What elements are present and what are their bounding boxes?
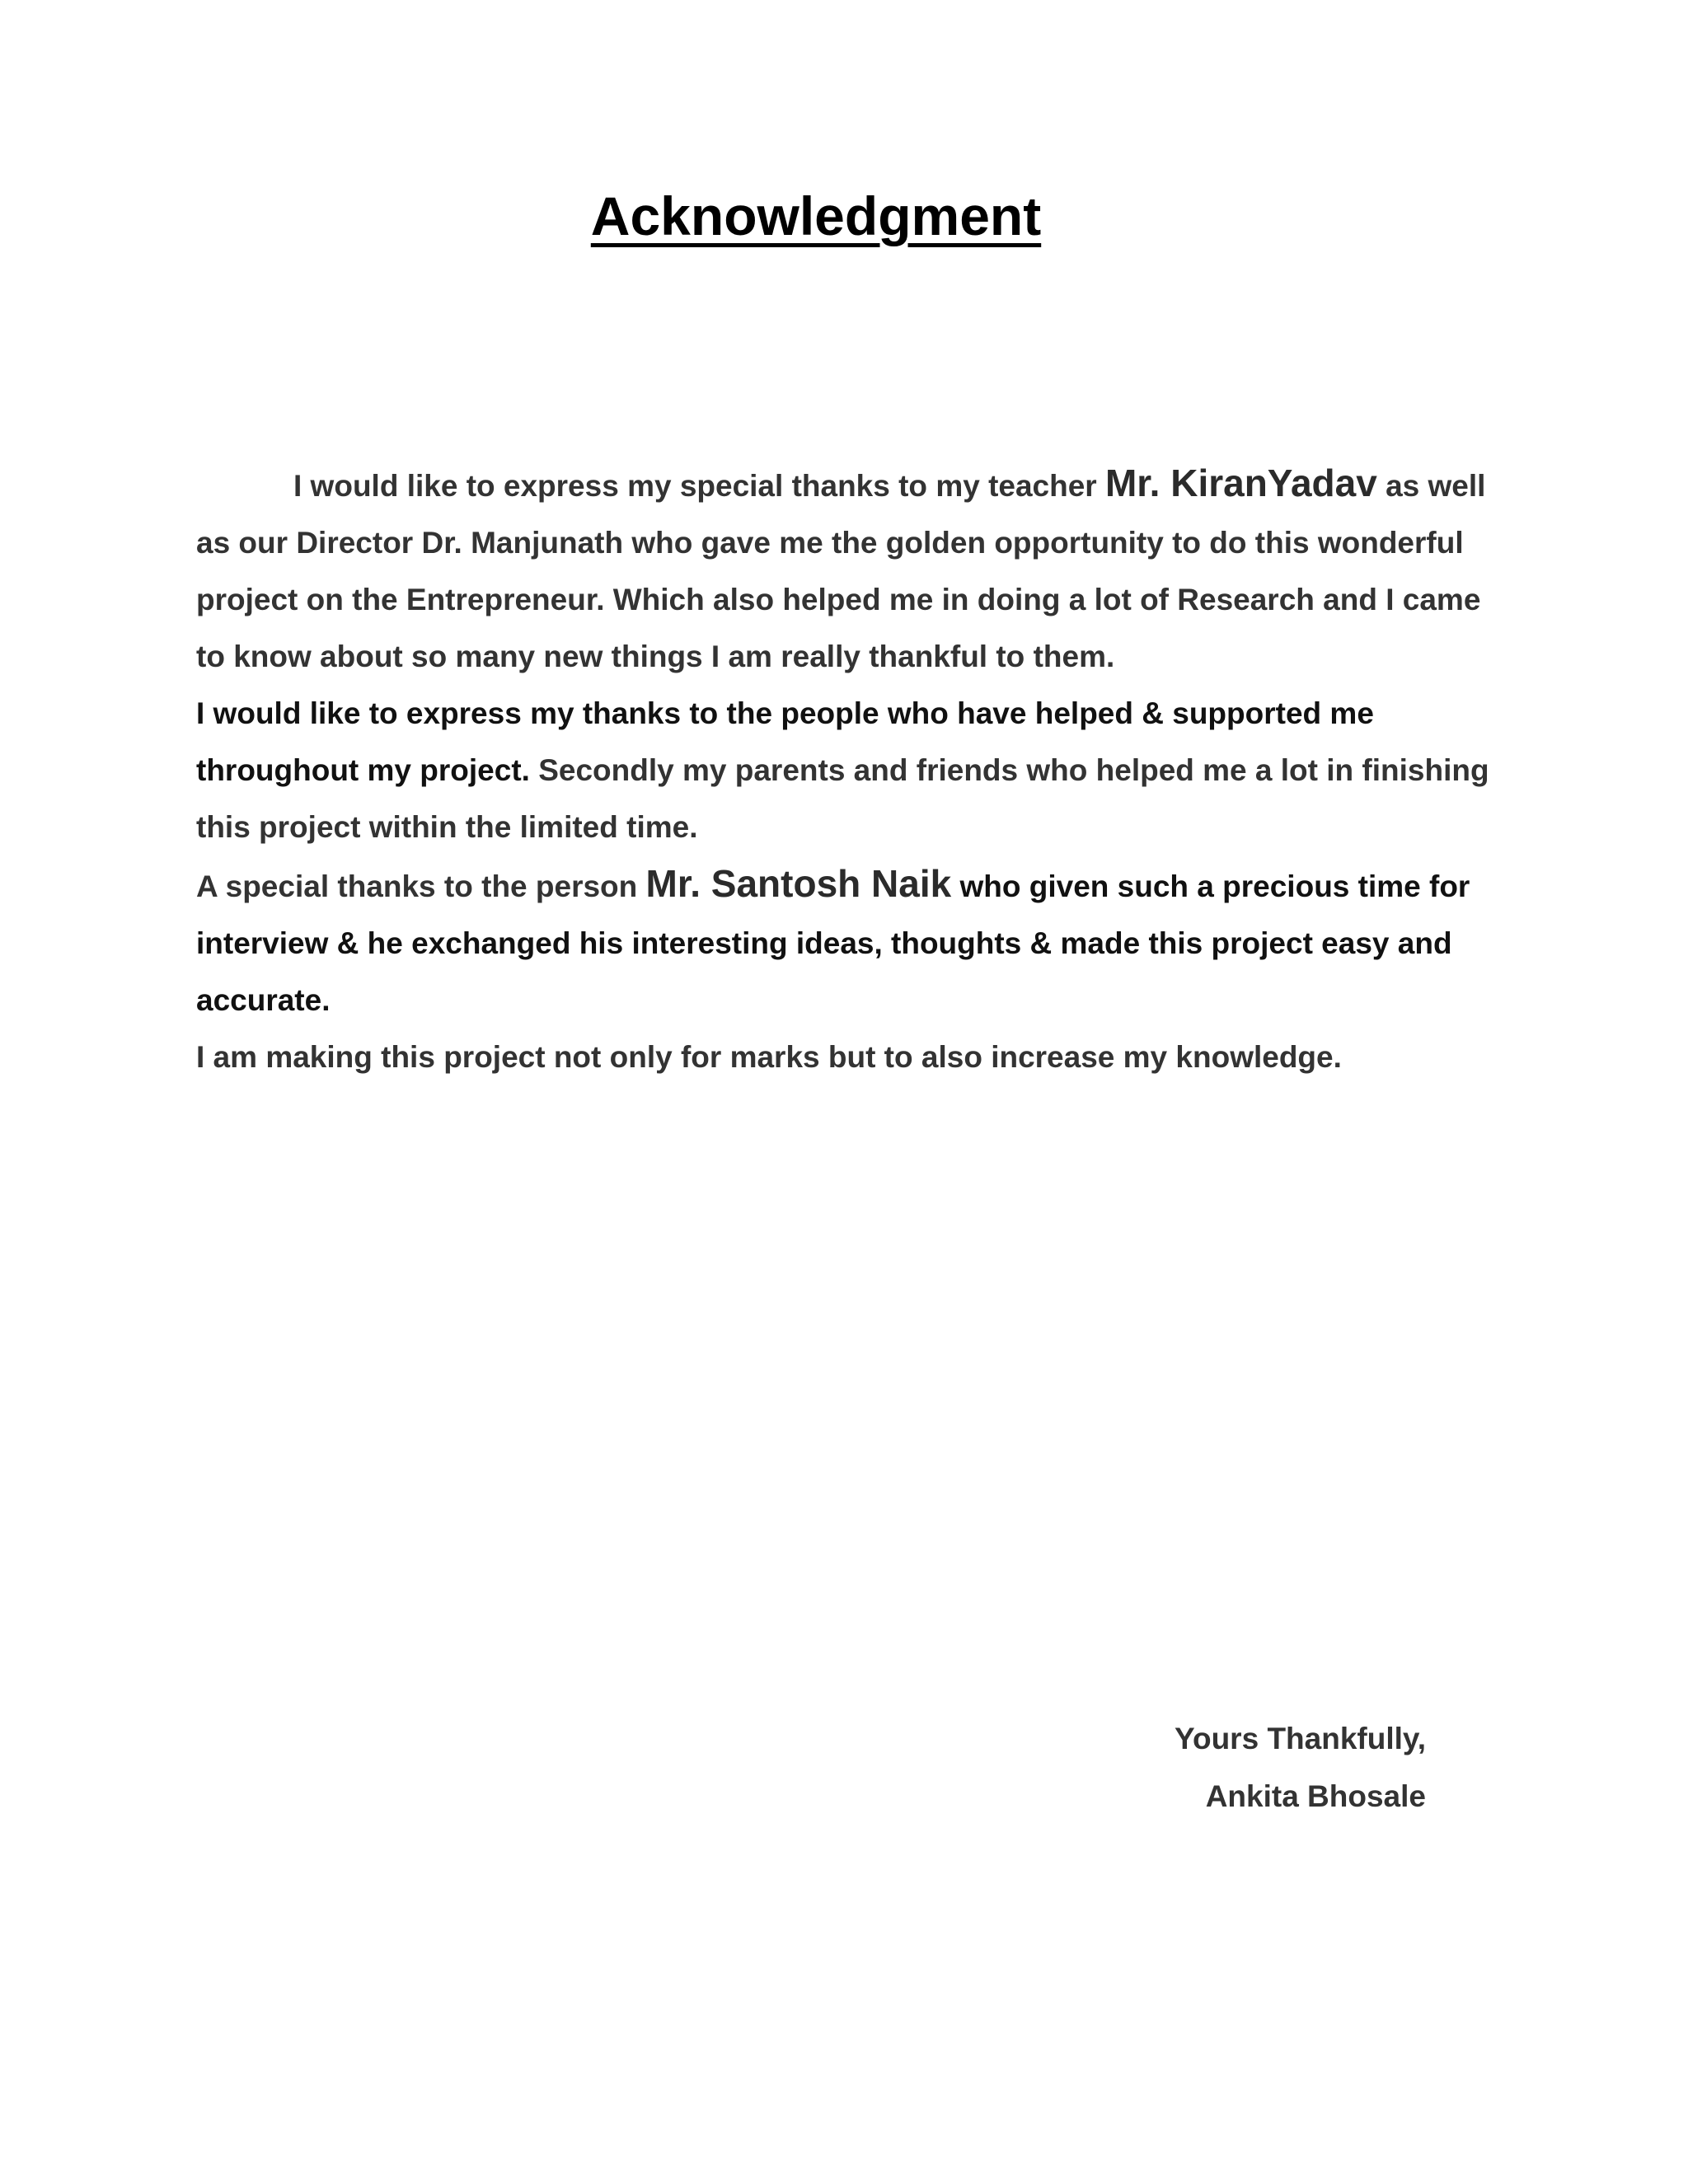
paragraph3-part1: A special thanks to the person	[196, 869, 646, 903]
teacher-name: Mr. KiranYadav	[1104, 462, 1377, 504]
paragraph2-part2: Secondly my parents and friends who helped me a lot in finishing this project within the limited time.	[196, 753, 1489, 844]
closing-salutation: Yours Thankfully,	[1175, 1722, 1426, 1755]
paragraph-thanks-interviewee	[196, 855, 1515, 1029]
paragraph-purpose: I am making this project not only for marks but to also increase my knowledge.	[196, 1040, 1342, 1074]
signature-name: Ankita Bhosale	[1205, 1779, 1426, 1813]
acknowledgment-body	[196, 455, 1515, 1085]
paragraph1-part2: as well as our Director Dr. Manjunath who gave me the golden opportunity to do this wonderful project on the Entrepreneur. Which also helped me in doing a lot of Research and I came to know about so many new things I am really thankful to them.	[196, 469, 1486, 673]
paragraph3-part2: who given such a precious time for interview & he exchanged his interesting ideas, thoughts & made this project easy and accurate.	[196, 869, 1470, 1017]
paragraph1-part1: I would like to express my special thanks to my teacher	[293, 469, 1105, 503]
paragraph2-part1: I would like to express my thanks to the people who have helped & supported me throughout my project.	[196, 696, 1374, 787]
closing-block	[1175, 1710, 1426, 1825]
paragraph-thanks-teacher	[196, 455, 1515, 685]
paragraph-thanks-supporters	[196, 685, 1515, 855]
interviewee-name: Mr. Santosh Naik	[645, 862, 952, 905]
page-title: Acknowledgment	[590, 185, 1042, 246]
